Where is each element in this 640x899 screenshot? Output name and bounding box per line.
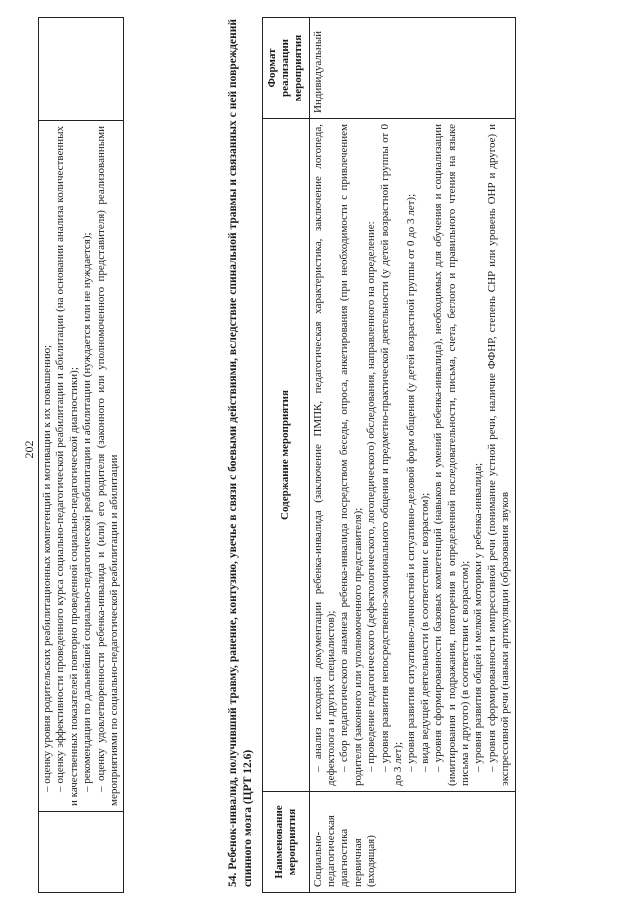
- list-item: – уровня сформированности импрессивной речи (понимание устной речи, наличие ФФНР, степень СНР или уровень ОНР и другое) и экспрессивной речи (навыки артикуляции (образования звуков: [485, 124, 512, 786]
- content-list: [312, 124, 513, 786]
- list-item: – оценку эффективности проведенного курса социально-педагогической реабилитации и абилитации (на основании анализа количественных и качественных показателей повторно проведенной социально-педагогической диагностики);: [54, 126, 80, 806]
- empty-format-cell: [39, 18, 124, 121]
- header-row: [263, 18, 310, 893]
- list-item: – рекомендации по дальнейшей социально-педагогической реабилитации и абилитации (нуждается или не нуждается);: [81, 232, 94, 792]
- header-name: Наименование мероприятия: [263, 792, 310, 893]
- list-item: – проведение педагогического (дефектологического, логопедического) обследования, направленного на определение:: [365, 221, 378, 772]
- list-item: – уровня развития общей и мелкой моторики у ребенка-инвалида;: [472, 462, 485, 772]
- section-heading: 54. Ребенок-инвалид, получивший травму, ранение, контузию, увечье в связи с боевыми действиями, вследствие спинальной травмы и связанных с ней повреждений спинного мозга (ЦРТ 12.6): [227, 19, 254, 887]
- list-item: – сбор педагогического анамнеза ребенка-инвалида посредством беседы, опроса, анкетирования (при необходимости с привлечением родителя (законного или уполномоченного представителя);: [338, 124, 364, 786]
- activities-table: [262, 17, 516, 893]
- list-item: – анализ исходной документации ребенка-инвалида (заключение ПМПК, педагогическая характеристика, заключение логопеда, дефектолога и других специалистов);: [311, 124, 337, 786]
- continuation-table: [38, 17, 124, 893]
- table-row: [309, 18, 515, 893]
- empty-name-cell: [39, 812, 124, 893]
- continuation-row: [39, 18, 124, 893]
- header-format: Формат реализации мероприятия: [263, 18, 310, 119]
- list-item: – оценку уровня родительских реабилитационных компетенций и мотивации к их повышению;: [41, 344, 53, 792]
- continuation-list: [41, 126, 121, 806]
- page-number: 202: [22, 440, 36, 459]
- list-item: – уровня развития ситуативно-личностной и ситуативно-деловой форм общения (у детей возрастной группы от 0 до 3 лет);: [405, 193, 418, 772]
- activity-name-cell: Социально-педагогическая диагностика первичная (входящая): [309, 792, 515, 893]
- activity-content-cell: [309, 119, 515, 792]
- list-item: – вида ведущей деятельности (в соответствии с возрастом);: [418, 492, 431, 772]
- list-item: – уровня развития непосредственно-эмоционального общения и предметно-практической деятельности (у детей возрастной группы от 0 до 3 лет);: [378, 124, 404, 786]
- list-item: – оценку удовлетворенности ребенка-инвалида и (или) его родителя (законного или уполномоченного представителя) реализованными мероприятиями по социально-педагогической реабилитации и абилитации: [94, 126, 121, 806]
- header-content: Содержание мероприятия: [263, 119, 310, 792]
- continuation-content-cell: [39, 121, 124, 812]
- activity-format-cell: Индивидуальный: [309, 18, 515, 119]
- list-item: – уровня сформированности базовых компетенций (навыков и умений ребенка-инвалида), необходимых для обучения и социализации (имитирования и подражания, повторения в определенной последовательности, письма, счета, беглого и правильного чтения на языке письма и другого) (в соответствии с возрастом);: [432, 124, 472, 786]
